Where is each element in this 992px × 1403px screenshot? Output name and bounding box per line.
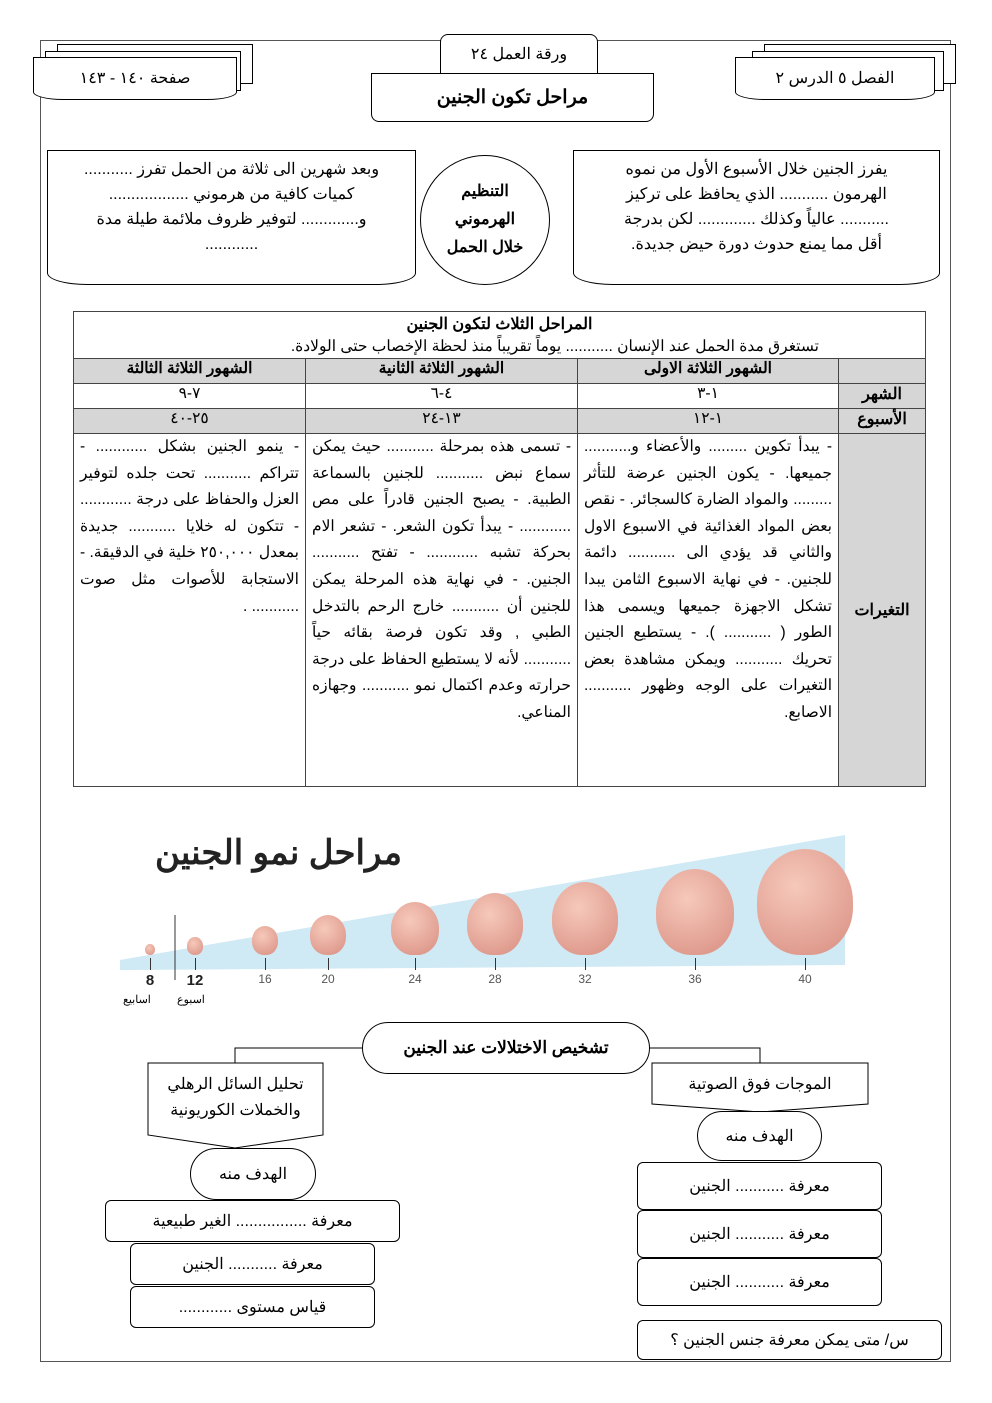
column-header: الشهور الثلاثة الاولى — [578, 359, 839, 384]
text-line: و............. لتوفير ظروف ملائمة طيلة مدة — [96, 211, 367, 228]
amniotic-analysis-label — [150, 1068, 321, 1128]
week-tick-label: 24 — [408, 972, 422, 986]
text-line: يفرز الجنين خلال الأسبوع الأول من نموه — [625, 161, 888, 178]
week-label: اسبوع — [177, 994, 205, 1006]
table-cell: - يبدأ تكوين ......... والأعضاء و........... جميعها. - يكون الجنين عرضة للتأثر ......... والمواد الضارة كالسجائر. - نقص بعض المواد الغذائية في الاسبوع الاول والثاني قد يؤدي الى ........... دائمة للجنين. - في نهاية الاسبوع الثامن يبدا تشكل الاجهزة جميعها ويسمى هذا الطور ( ........... ). - يستطيع الجنين تحريك ........... ويمكن مشاهدة بعض التغيرات على الوجه وظهور ........... الاصابع. — [578, 434, 839, 787]
table-cell: ١-٣ — [578, 384, 839, 409]
circle-line: الهرموني — [454, 211, 516, 228]
right-goal-box: معرفة ........... الجنين — [637, 1210, 882, 1258]
left-goal-label: الهدف منه — [190, 1148, 316, 1200]
week-tick-label: 36 — [688, 972, 702, 986]
worksheet-number: ورقة العمل ٢٤ — [440, 34, 598, 74]
weeks-label: اسابيع — [123, 994, 151, 1006]
table-cell: ١٣-٢٤ — [306, 409, 578, 434]
text-line: كميات كافية من هرموني .................. — [108, 186, 355, 203]
text-line: الهرمون ........... الذي يحافظ على تركيز — [626, 186, 887, 203]
chapter-label: الفصل ٥ الدرس ٢ — [735, 57, 935, 100]
circle-line: التنظيم — [461, 183, 509, 200]
table-cell: - تسمى هذه بمرحلة ........... حيث يمكن سماع نبض ........... للجنين بالسماعة الطبية. - يصبح الجنين قادراً على مص ............ - يبدأ تكون الشعر. - تشعر الام بحركة تشبه ............ - تفتح ........... الجنين. - في نهاية هذه المرحلة يمكن للجنين أن ........... خارج الرحم بالتدخل الطبي , وقد تكون فرصة بقائه حياً ........... لأنه لا يستطيع الحفاظ على درجة حرارته وعدم اكتمال نمو ........... وجهازه المناعي. — [306, 434, 578, 787]
table-cell: ٤-٦ — [306, 384, 578, 409]
right-goal-label: الهدف منه — [697, 1111, 822, 1161]
week-tick-label: 40 — [798, 972, 812, 986]
pages-label: صفحة ١٤٠ - ١٤٣ — [33, 57, 237, 100]
row-label: الشهر — [839, 384, 926, 409]
week-tick-label: 16 — [258, 972, 272, 986]
week-tick-label: 20 — [321, 972, 335, 986]
text-line: وبعد شهرين الى ثلاثة من الحمل تفرز ........... — [83, 161, 380, 178]
circle-line: خلال الحمل — [446, 239, 524, 256]
week-tick-label: 32 — [578, 972, 592, 986]
text-line: أقل مما يمنع حدوث دورة حيض جديدة. — [631, 236, 882, 253]
ultrasound-label: الموجات فوق الصوتية — [688, 1076, 832, 1093]
table-cell: ١-١٢ — [578, 409, 839, 434]
right-goal-box: معرفة ........... الجنين — [637, 1258, 882, 1306]
row-label: التغيرات — [839, 434, 926, 787]
method-line: تحليل السائل الرهلي — [167, 1076, 304, 1093]
question-box: س/ متى يمكن معرفة جنس الجنين ؟ — [637, 1320, 942, 1360]
table-cell: ٢٥-٤٠ — [74, 409, 306, 434]
row-label: الأسبوع — [839, 409, 926, 434]
column-header: الشهور الثلاثة الثالثة — [74, 359, 306, 384]
text-line: ............ — [204, 236, 259, 253]
left-goal-box: معرفة ........... الجنين — [130, 1243, 375, 1285]
left-goal-box: معرفة ................ الغير طبيعية — [105, 1200, 400, 1242]
figure-title: مراحل نمو الجنين — [155, 834, 402, 872]
table-subtitle: تستغرق مدة الحمل عند الإنسان ........... يوماً تقريباً منذ لحظة الإخصاب حتى الولادة. — [290, 338, 819, 355]
table-cell: ٧-٩ — [74, 384, 306, 409]
table-cell: - ينمو الجنين بشكل ............ - تتراكم ........... تحت جلده لتوفير العزل والحفاظ على درجة ............ - تتكون له خلايا ........... جديدة بمعدل ٢٥٠,٠٠٠ خلية في الدقيقة. - الاستجابة للأصوات مثل صوت ........... . — [74, 434, 306, 787]
column-header: الشهور الثلاثة الثانية — [306, 359, 578, 384]
week-tick-label: 8 — [145, 972, 155, 989]
method-line: والخملات الكوريونية — [170, 1102, 301, 1119]
left-goal-box: قياس مستوى ............ — [130, 1286, 375, 1328]
week-tick-label: 12 — [186, 972, 204, 989]
text-line: ........... عالياً وكذلك ............. لكن بدرجة — [624, 211, 889, 228]
diagnosis-title: تشخيص الاختلالات عند الجنين — [362, 1022, 650, 1074]
page-title: مراحل تكون الجنين — [371, 73, 654, 122]
week-tick-label: 28 — [488, 972, 502, 986]
right-goal-box: معرفة ........... الجنين — [637, 1162, 882, 1210]
table-title: المراحل الثلاث لتكون الجنين — [406, 316, 593, 333]
